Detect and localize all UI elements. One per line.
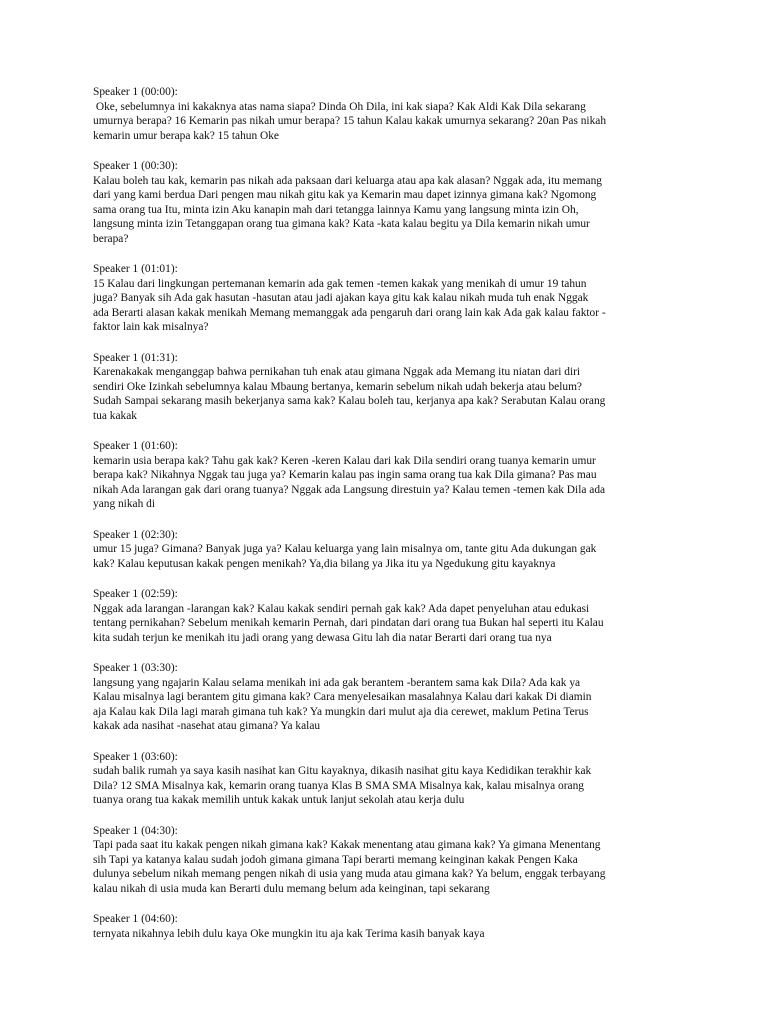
transcript-line: kak? Kalau keputusan kakak pengen menikah? Ya,dia bilang ya Jika itu ya Ngedukung gitu kayaknya [93, 557, 556, 570]
speaker-timestamp: Speaker 1 (00:30): [93, 160, 178, 172]
speaker-timestamp: Speaker 1 (03:60): [93, 750, 178, 763]
transcript-line: 15 Kalau dari lingkungan pertemanan kemarin ada gak temen -temen kakak yang menikah di umur 19 tahun [93, 277, 587, 290]
transcript-line: dulunya sebelum nikah memang pengen nikah di usia yang muda atau gimana kak? Ya belum, enggak terbayang [93, 868, 606, 880]
transcript-line: langsung minta izin Tetanggapan orang tua gimana kak? Kata -kata kalau begitu ya Dila kemarin nikah umur [93, 218, 590, 230]
transcript-line: kita sudah terjun ke menikah itu jadi orang yang dewasa Gitu lah dia natar Berarti dari orang tua nya [93, 631, 552, 644]
transcript-line: sudah balik rumah ya saya kasih nasihat kan Gitu kayaknya, dikasih nasihat gitu kaya Kedidikan terakhir kak [93, 765, 592, 777]
transcript-line: kalau nikah di usia muda kan Berarti dulu memang belum ada keinginan, tapi sekarang [93, 882, 490, 895]
transcript-line: yang nikah di [93, 498, 156, 510]
transcript-line: juga? Banyak sih Ada gak hasutan -hasutan atau jadi ajakan kaya gitu kak kalau nikah muda tuh enak Nggak [93, 292, 589, 304]
speaker-timestamp: Speaker 1 (02:30): [93, 528, 178, 541]
transcript-entry [93, 85, 688, 143]
transcript-line: berapa kak? Nikahnya Nggak tau juga ya? Kemarin kalau pas ingin sama orang tua kak Dila gimana? Pas mau [93, 469, 597, 481]
transcript-line: Oke, sebelumnya ini kakaknya atas nama siapa? Dinda Oh Dila, ini kak siapa? Kak Aldi Kak Dila sekarang [93, 100, 586, 113]
transcript-line: sama orang tua Itu, minta izin Aku kanapin mah dari tetangga lainnya Kamu yang langsung minta izin Oh, [93, 203, 579, 216]
transcript-line: sih Tapi ya katanya kalau sudah jodoh gimana gimana Tapi berarti memang keinginan kakak Pengen Kaka [93, 853, 578, 866]
transcript-entry [93, 159, 688, 246]
transcript-entry [93, 351, 688, 424]
transcript-line: Kalau misalnya lagi berantem gitu gimana kak? Cara menyelesaikan masalahnya Kalau dari kakak Di diamin [93, 691, 592, 703]
transcript-line: Nggak ada larangan -larangan kak? Kalau kakak sendiri pernah gak kak? Ada dapet penyeluhan atau edukasi [93, 602, 590, 615]
transcript-line: Dila? 12 SMA Misalnya kak, kemarin orang tuanya Klas B SMA SMA Misalnya kak, kalau misalnya orang [93, 779, 584, 792]
speaker-timestamp: Speaker 1 (01:31): [93, 351, 178, 364]
transcript [93, 85, 688, 941]
transcript-line: kemarin usia berapa kak? Tahu gak kak? Keren -keren Kalau dari kak Dila sendiri orang tuanya kemarin umur [93, 454, 596, 467]
speaker-timestamp: Speaker 1 (01:60): [93, 440, 178, 452]
transcript-line: berapa? [93, 232, 129, 245]
transcript-line: langsung yang ngajarin Kalau selama menikah ini ada gak berantem -berantem sama kak Dila? Ada kak ya [93, 676, 581, 689]
transcript-line: Tapi pada saat itu kakak pengen nikah gimana kak? Kakak menentang atau gimana kak? Ya gimana Menentang [93, 839, 601, 851]
transcript-line: ternyata nikahnya lebih dulu kaya Oke mungkin itu aja kak Terima kasih banyak kaya [93, 927, 485, 940]
transcript-line: Kalau boleh tau kak, kemarin pas nikah ada paksaan dari keluarga atau apa kak alasan? Nggak ada, itu memang [93, 174, 602, 187]
speaker-timestamp: Speaker 1 (03:30): [93, 662, 178, 674]
transcript-line: ada Berarti alasan kakak menikah Memang memanggak ada pengaruh dari orang lain kak Ada gak kalau faktor - [93, 306, 606, 319]
transcript-line: tua kakak [93, 409, 137, 422]
transcript-entry [93, 262, 688, 335]
transcript-entry [93, 439, 688, 512]
speaker-timestamp: Speaker 1 (02:59): [93, 588, 178, 600]
transcript-entry [93, 824, 688, 897]
transcript-entry [93, 912, 688, 941]
transcript-line: aja Kalau kak Dila lagi marah gimana tuh kak? Ya mungkin dari mulut aja dia cerewet, maklum Petina Terus [93, 705, 589, 718]
transcript-line: umurnya berapa? 16 Kemarin pas nikah umur berapa? 15 tahun Kalau kakak umurnya sekarang? 20an Pas nikah [93, 115, 607, 127]
transcript-line: sendiri Oke Izinkah sebelumnya kalau Mbaung bertanya, kemarin sebelum nikah udah bekerja atau belum? [93, 380, 582, 393]
speaker-timestamp: Speaker 1 (01:01): [93, 263, 178, 275]
transcript-line: kemarin umur berapa kak? 15 tahun Oke [93, 129, 279, 142]
transcript-line: tuanya orang tua kakak memilih untuk kakak untuk lanjut sekolah atau kerja dulu [93, 794, 465, 806]
transcript-entry [93, 528, 688, 572]
speaker-timestamp: Speaker 1 (04:60): [93, 913, 178, 925]
transcript-line: Sudah Sampai sekarang masih bekerjanya sama kak? Kalau boleh tau, kerjanya apa kak? Serabutan Kalau orang [93, 395, 606, 407]
transcript-entry [93, 750, 688, 808]
transcript-line: dari yang kami berdua Dari pengen mau nikah gitu kak ya Kemarin mau dapet izinnya gimana kak? Ngomong [93, 189, 597, 201]
transcript-line: faktor lain kak misalnya? [93, 321, 209, 333]
transcript-line: kakak ada nasihat -nasehat atau gimana? Ya kalau [93, 720, 321, 732]
transcript-line: umur 15 juga? Gimana? Banyak juga ya? Kalau keluarga yang lain misalnya om, tante gitu Ada dukungan gak [93, 543, 597, 555]
speaker-timestamp: Speaker 1 (00:00): [93, 86, 178, 98]
transcript-line: tentang pernikahan? Sebelum menikah kemarin Pernah, dari pindatan dari orang tua Bukan hal seperti itu Kalau [93, 617, 604, 629]
speaker-timestamp: Speaker 1 (04:30): [93, 824, 178, 837]
transcript-entry [93, 661, 688, 734]
transcript-entry [93, 587, 688, 645]
transcript-line: Karenakakak menganggap bahwa pernikahan tuh enak atau gimana Nggak ada Memang itu niatan dari diri [93, 366, 581, 378]
transcript-line: nikah Ada larangan gak dari orang tuanya? Nggak ada Langsung direstuin ya? Kalau temen -temen kak Dila ada [93, 483, 606, 496]
